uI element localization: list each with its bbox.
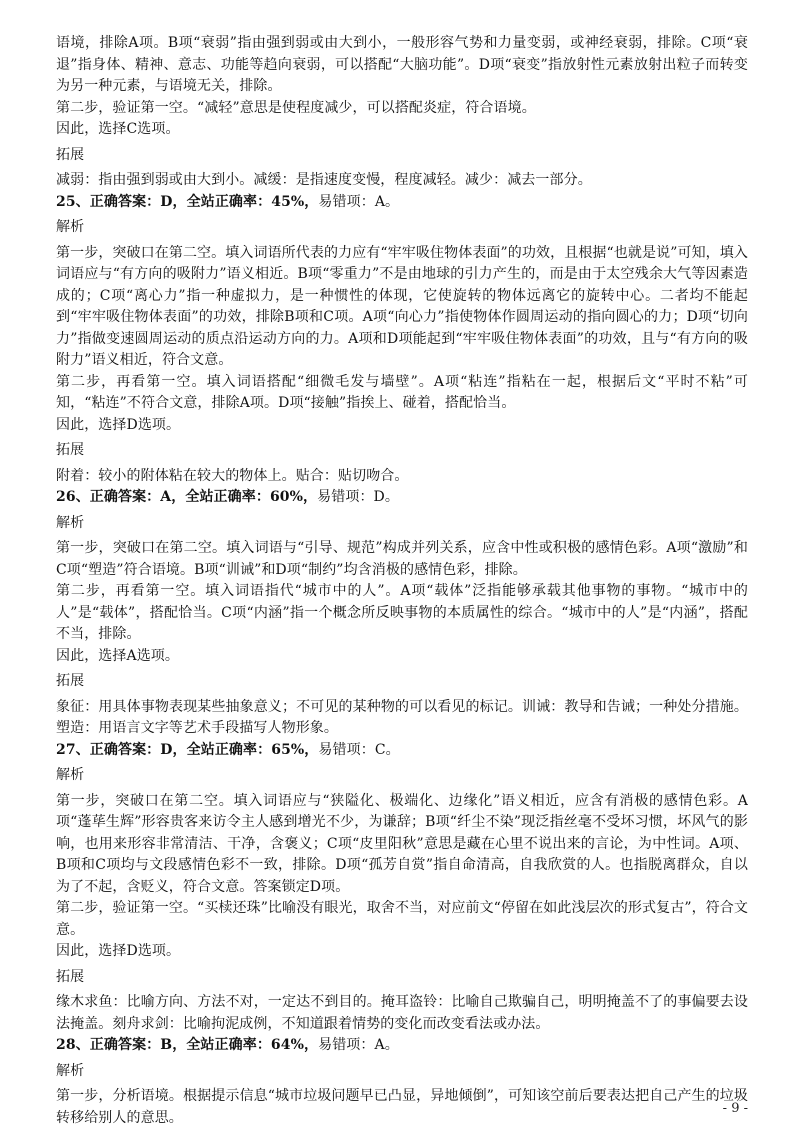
answer-key: 25、正确答案：D，全站正确率：45%， [56,193,319,210]
section-label: 拓展 [56,146,85,163]
explanation-paragraph: 因此，选择D选项。 [56,943,181,959]
section-label: 解析 [56,514,85,531]
answer-line [56,192,748,214]
section-label: 拓展 [56,673,85,689]
answer-line [56,740,748,762]
explanation-paragraph: 缘木求鱼：比喻方向、方法不对，一定达不到目的。掩耳盗铃：比喻自己欺骗自己，明明掩盖不了的事偏要去设法掩盖。刻舟求剑：比喻拘泥成例，不知道跟着情势的变化而改变看法或办法。 [56,994,748,1032]
page-content [56,33,748,1129]
section-label: 解析 [56,1062,85,1079]
answer-key: 26、正确答案：A，全站正确率：60%， [56,489,318,505]
section-label: 拓展 [56,968,85,985]
explanation-paragraph: 第一步，突破口在第二空。填入词语与“引导、规范”构成并列关系，应含中性或积极的感情色彩。A项“激励”和C项“塑造”符合语境。B项“训诫”和D项“制约”均含消极的感情色彩，排除。 [56,540,748,578]
explanation-paragraph: 第二步，验证第一空。“买椟还珠”比喻没有眼光，取舍不当，对应前文“停留在如此浅层次的形式复古”，符合文意。 [56,900,748,938]
answer-key: 28、正确答案：B，全站正确率：64%， [56,1037,319,1053]
answer-key: 27、正确答案：D，全站正确率：65%， [56,741,319,758]
common-error-option: 易错项：A。 [318,193,400,210]
answer-line [56,1035,748,1057]
explanation-paragraph: 因此，选择C选项。 [56,121,180,137]
explanation-paragraph: 第二步，再看第一空。填入词语搭配“细微毛发与墙壁”。A项“粘连”指粘在一起，根据后文“平时不粘”可知，“粘连”不符合文意，排除A项。D项“接触”指挨上、碰着，搭配恰当。 [56,373,748,411]
explanation-paragraph: 因此，选择D选项。 [56,416,181,433]
common-error-option: 易错项：D。 [317,489,399,505]
section-label: 拓展 [56,442,85,458]
section-label: 解析 [56,767,85,783]
explanation-paragraph: 第二步，验证第一空。“减轻”意思是使程度减少，可以搭配炎症，符合语境。 [56,99,536,116]
explanation-paragraph: 第二步，再看第一空。填入词语指代“城市中的人”。A项“载体”泛指能够承载其他事物的事物。“城市中的人”是“载体”，搭配恰当。C项“内涵”指一个概念所反映事物的本质属性的综合。“城市中的人”是“内涵”，搭配不当，排除。 [56,583,748,642]
explanation-paragraph: 因此，选择A选项。 [56,647,180,664]
explanation-paragraph: 减弱：指由强到弱或由大到小。减缓：是指速度变慢，程度减轻。减少：减去一部分。 [56,172,592,188]
page-number: - 9 - [722,1101,748,1116]
common-error-option: 易错项：C。 [318,741,400,758]
explanation-paragraph: 语境，排除A项。B项“衰弱”指由强到弱或由大到小，一般形容气势和力量变弱，或神经衰弱，排除。C项“衰退”指身体、精神、意志、功能等趋向衰弱，可以搭配“大脑功能”。D项“衰变”指放射性元素放射出粒子而转变为另一种元素，与语境无关，排除。 [56,35,748,94]
explanation-paragraph: 第一步，突破口在第二空。填入词语应与“狭隘化、极端化、边缘化”语义相近，应含有消极的感情色彩。A项“蓬荜生辉”形容贵客来访令主人感到增光不少，为谦辞；B项“纤尘不染”现泛指丝毫不受坏习惯，坏风气的影响，也用来形容非常清洁、干净，含褒义；C项“皮里阳秋”意思是藏在心里不说出来的言论，为中性词。A项、B项和C项均与文段感情色彩不一致，排除。D项“孤芳自赏”指自命清高，自我欣赏的人。也指脱离群众，自以为了不起，含贬义，符合文意。答案锁定D项。 [56,792,748,895]
explanation-paragraph: 象征：用具体事物表现某些抽象意义；不可见的某种物的可以看见的标记。训诫：教导和告诫；一种处分措施。塑造：用语言文字等艺术手段描写人物形象。 [56,698,748,736]
section-label: 解析 [56,219,85,235]
explanation-paragraph: 附着：较小的附体粘在较大的物体上。贴合：贴切吻合。 [56,467,409,484]
explanation-paragraph: 第一步，突破口在第二空。填入词语所代表的力应有“牢牢吸住物体表面”的功效，且根据“也就是说”可知，填入词语应与“有方向的吸附力”语义相近。B项“零重力”不是由地球的引力产生的，而是由于太空残余大气等因素造成的；C项“离心力”指一种虚拟力，是一种惯性的体现，它使旋转的物体远离它的旋转中心。二者均不能起到“牢牢吸住物体表面”的功效，排除B项和C项。A项“向心力”指使物体作圆周运动的指向圆心的力；D项“切向力”指做变速圆周运动的质点沿运动方向的力。A项和D项能起到“牢牢吸住物体表面”的功效，且与“有方向的吸附力”语义相近，符合文意。 [56,244,748,368]
answer-line [56,487,748,509]
explanation-paragraph: 第一步，分析语境。根据提示信息“城市垃圾问题早已凸显，异地倾倒”，可知该空前后要表达把自己产生的垃圾转移给别人的意思。 [56,1088,748,1126]
common-error-option: 易错项：A。 [318,1037,399,1053]
